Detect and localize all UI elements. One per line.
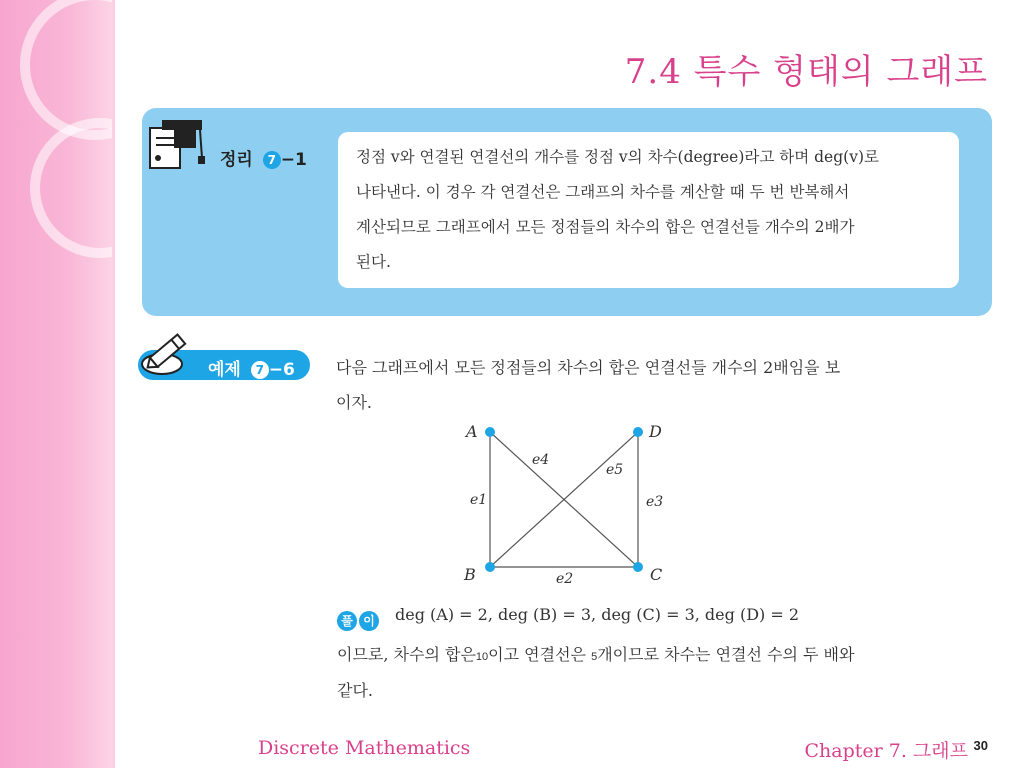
solution-text [337, 638, 977, 708]
solution-line-1 [337, 638, 977, 674]
example-line: 다음 그래프에서 모든 정점들의 차수의 합은 연결선들 개수의 2배임을 보 [336, 358, 841, 377]
theorem-line: 나타낸다. 이 경우 각 연결선은 그래프의 차수를 계산할 때 두 번 반복해서 [356, 183, 850, 201]
example-number-suffix: −6 [268, 360, 295, 380]
vertex-a [485, 427, 495, 437]
graph-figure [440, 412, 700, 592]
edge-label-e2: e2 [556, 571, 574, 587]
theorem-label [220, 145, 307, 170]
edge-count-value: 5 [591, 651, 598, 663]
solution-badge-1: 풀 [337, 611, 357, 631]
solution-formula: deg (A) = 2, deg (B) = 3, deg (C) = 3, deg (D) = 2 [395, 605, 800, 624]
solution-text-part: 이므로, 차수의 합은 [337, 645, 476, 664]
solution-text-part: 이고 연결선은 [488, 645, 586, 664]
example-line: 이자. [336, 393, 372, 412]
page-number: 30 [973, 738, 988, 753]
theorem-book-icon [148, 118, 208, 174]
edge-label-e5: e5 [606, 462, 624, 478]
theorem-label-text: 정리 [220, 150, 253, 170]
example-label [208, 355, 295, 380]
vertex-label-d: D [649, 422, 662, 441]
slide-title: 7.4 특수 형태의 그래프 [624, 52, 988, 92]
example-number-badge: 7 [251, 361, 269, 379]
vertex-label-b: B [464, 565, 476, 584]
example-text [336, 350, 966, 420]
vertex-label-a: A [466, 422, 478, 441]
theorem-line: 정점 v와 연결된 연결선의 개수를 정점 v의 차수(degree)라고 하며 deg(v)로 [356, 148, 879, 166]
edge-label-e3: e3 [646, 494, 664, 510]
theorem-number-suffix: −1 [280, 150, 307, 170]
theorem-text [338, 132, 959, 288]
vertex-c [633, 562, 643, 572]
solution-badge-2: 이 [359, 611, 379, 631]
theorem-line: 된다. [356, 253, 391, 271]
solution-line-2: 같다. [337, 681, 373, 700]
degree-sum-value: 10 [475, 651, 489, 663]
edge-label-e4: e4 [532, 452, 550, 468]
decorative-divider [112, 0, 115, 768]
footer-chapter: Chapter 7. 그래프 [804, 740, 968, 762]
theorem-line: 계산되므로 그래프에서 모든 정점들의 차수의 합은 연결선들 개수의 2배가 [356, 218, 855, 236]
vertex-label-c: C [650, 565, 663, 584]
solution-badge [337, 610, 381, 631]
footer-course: Discrete Mathematics [258, 737, 471, 759]
vertex-b [485, 562, 495, 572]
example-label-text: 예제 [208, 360, 241, 380]
pencil-icon [140, 330, 192, 376]
theorem-number-badge: 7 [263, 151, 281, 169]
solution-text-part: 개이므로 차수는 연결선 수의 두 배와 [597, 645, 855, 664]
edge-label-e1: e1 [470, 492, 488, 508]
vertex-d [633, 427, 643, 437]
